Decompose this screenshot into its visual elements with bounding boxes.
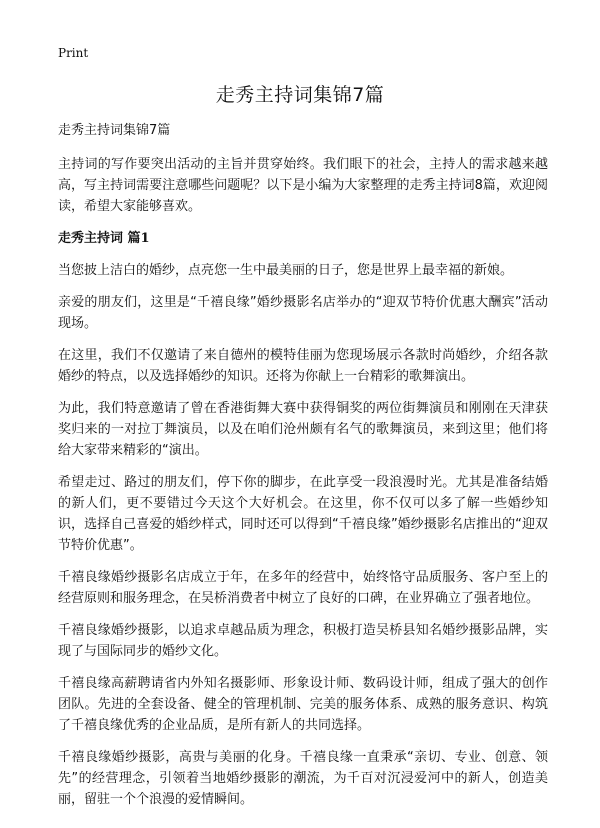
section-heading: 走秀主持词 篇1 bbox=[58, 231, 150, 246]
body-paragraph: 希望走过、路过的朋友们，停下你的脚步，在此享受一段浪漫时光。尤其是准备结婚的新人们，更不要错过今天这个大好机会。在这里，你不仅可以多了解一些婚纱知识，选择自己喜爱的婚纱样式，同时还可以得到“千禧良缘”婚纱摄影名店推出的“迎双节特价优惠”。 bbox=[58, 475, 548, 553]
intro-paragraph: 主持词的写作要突出活动的主旨并贯穿始终。我们眼下的社会，主持人的需求越来越高，写主持词需要注意哪些问题呢？以下是小编为大家整理的走秀主持词8篇，欢迎阅读，希望大家能够喜欢。 bbox=[58, 157, 548, 214]
body-paragraph: 千禧良缘高薪聘请省内外知名摄影师、形象设计师、数码设计师，组成了强大的创作团队。先进的全套设备、健全的管理机制、完美的服务体系、成熟的服务意识、构筑了千禧良缘优秀的企业品质，是所有新人的共同选择。 bbox=[58, 676, 548, 733]
document-body bbox=[58, 120, 548, 821]
document-subtitle: 走秀主持词集锦7篇 bbox=[58, 123, 171, 138]
body-paragraph: 千禧良缘婚纱摄影，高贵与美丽的化身。千禧良缘一直秉承“亲切、专业、创意、领先”的经营理念，引领着当地婚纱摄影的潮流，为千百对沉浸爱河中的新人，创造美丽，留驻一个个浪漫的爱情瞬间。 bbox=[58, 750, 548, 807]
document-title: 走秀主持词集锦7篇 bbox=[215, 84, 385, 106]
body-paragraph: 千禧良缘婚纱摄影，以追求卓越品质为理念，积极打造吴桥县知名婚纱摄影品牌，实现了与国际同步的婚纱文化。 bbox=[58, 623, 548, 659]
body-paragraph: 亲爱的朋友们，这里是“千禧良缘”婚纱摄影名店举办的“迎双节特价优惠大酬宾”活动现场。 bbox=[58, 295, 548, 331]
body-paragraph: 当您披上洁白的婚纱，点亮您一生中最美丽的日子，您是世界上最幸福的新娘。 bbox=[58, 263, 514, 278]
body-paragraph: 千禧良缘婚纱摄影名店成立于年，在多年的经营中，始终恪守品质服务、客户至上的经营原则和服务理念，在吴桥消费者中树立了良好的口碑，在业界确立了强者地位。 bbox=[58, 570, 548, 606]
body-paragraph: 在这里，我们不仅邀请了来自德州的模特佳丽为您现场展示各款时尚婚纱，介绍各款婚纱的特点，以及选择婚纱的知识。还将为你献上一台精彩的歌舞演出。 bbox=[58, 348, 548, 384]
print-link[interactable]: Print bbox=[58, 46, 89, 60]
body-paragraph: 为此，我们特意邀请了曾在香港街舞大赛中获得铜奖的两位街舞演员和刚刚在天津获奖归来的一对拉丁舞演员，以及在咱们沧州颇有名气的歌舞演员，来到这里；他们将给大家带来精彩的“演出。 bbox=[58, 401, 548, 458]
